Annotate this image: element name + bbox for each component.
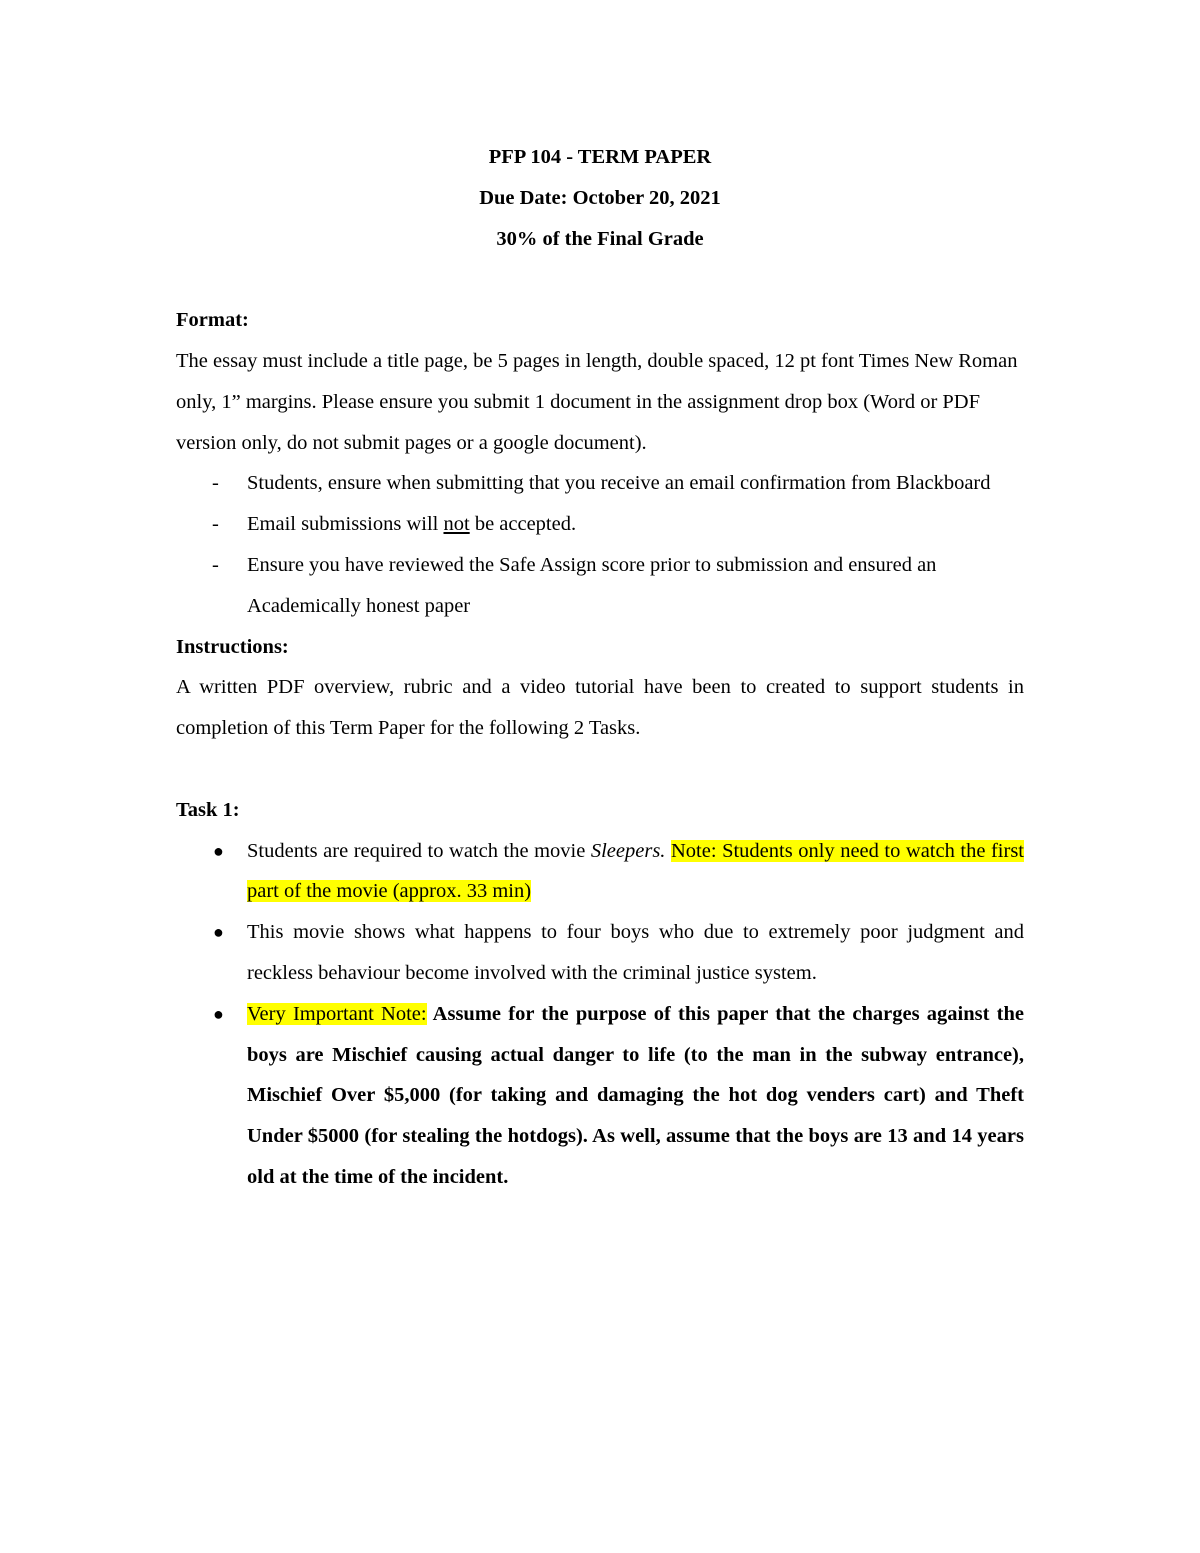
spacer (176, 749, 1024, 790)
list-item-text: This movie shows what happens to four boys who due to extremely poor judgment and reckless behaviour become involved with the criminal justice system. (247, 921, 1024, 984)
format-paragraph: The essay must include a title page, be 5 pages in length, double spaced, 12 pt font Times New Roman only, 1” margins. Please ensure you submit 1 document in the assignment drop box (Word or PDF version only, do not submit pages or a google document). (176, 349, 1018, 454)
instructions-heading: Instructions: (176, 635, 289, 658)
list-item-text-after: be accepted. (469, 513, 577, 536)
list-item (176, 463, 1024, 504)
grade-weight: 30% of the Final Grade (496, 227, 704, 250)
list-item (176, 504, 1024, 545)
due-date: Due Date: October 20, 2021 (479, 186, 721, 209)
document-title: PFP 104 - TERM PAPER (488, 146, 712, 168)
list-item-text: Students are required to watch the movie (247, 839, 591, 862)
list-item-text: Ensure you have reviewed the Safe Assign score prior to submission and ensured an Academically honest paper (247, 553, 937, 617)
list-item (176, 545, 1024, 627)
list-item (176, 912, 1024, 994)
highlighted-note: Note: Students only need to watch the first part of the movie (approx. 33 min) (247, 839, 1024, 903)
list-item-text: Students, ensure when submitting that you receive an email confirmation from Blackboard (247, 472, 991, 495)
format-list (176, 463, 1024, 626)
format-heading: Format: (176, 309, 249, 332)
bullet-icon: ● (213, 1003, 224, 1024)
dash-marker: - (212, 513, 219, 536)
spacer (176, 259, 1024, 300)
dash-marker: - (212, 553, 219, 576)
list-item (176, 831, 1024, 913)
instructions-paragraph: A written PDF overview, rubric and a video tutorial have been to created to support students in completion of this Term Paper for the following 2 Tasks. (176, 676, 1024, 740)
list-item-text-before: Email submissions will (247, 513, 444, 536)
list-item (176, 994, 1024, 1198)
task1-heading: Task 1: (176, 798, 240, 821)
underlined-word: not (443, 513, 470, 536)
bullet-icon: ● (213, 840, 224, 861)
task1-list (176, 831, 1024, 1198)
highlighted-note: Very Important Note: (247, 1002, 427, 1025)
dash-marker: - (212, 472, 219, 495)
bold-assumption-text: Assume for the purpose of this paper that the charges against the boys are Mischief causing actual danger to life (to the man in the subway entrance), Mischief Over $5,000 (for taking and damaging the hot dog venders cart) and Theft Under $5000 (for stealing the hotdogs). As well, assume that the boys are 13 and 14 years old at the time of the incident. (247, 1002, 1024, 1188)
movie-title: Sleepers. (590, 839, 666, 862)
document-body (176, 137, 1024, 1198)
bullet-icon: ● (213, 922, 224, 943)
